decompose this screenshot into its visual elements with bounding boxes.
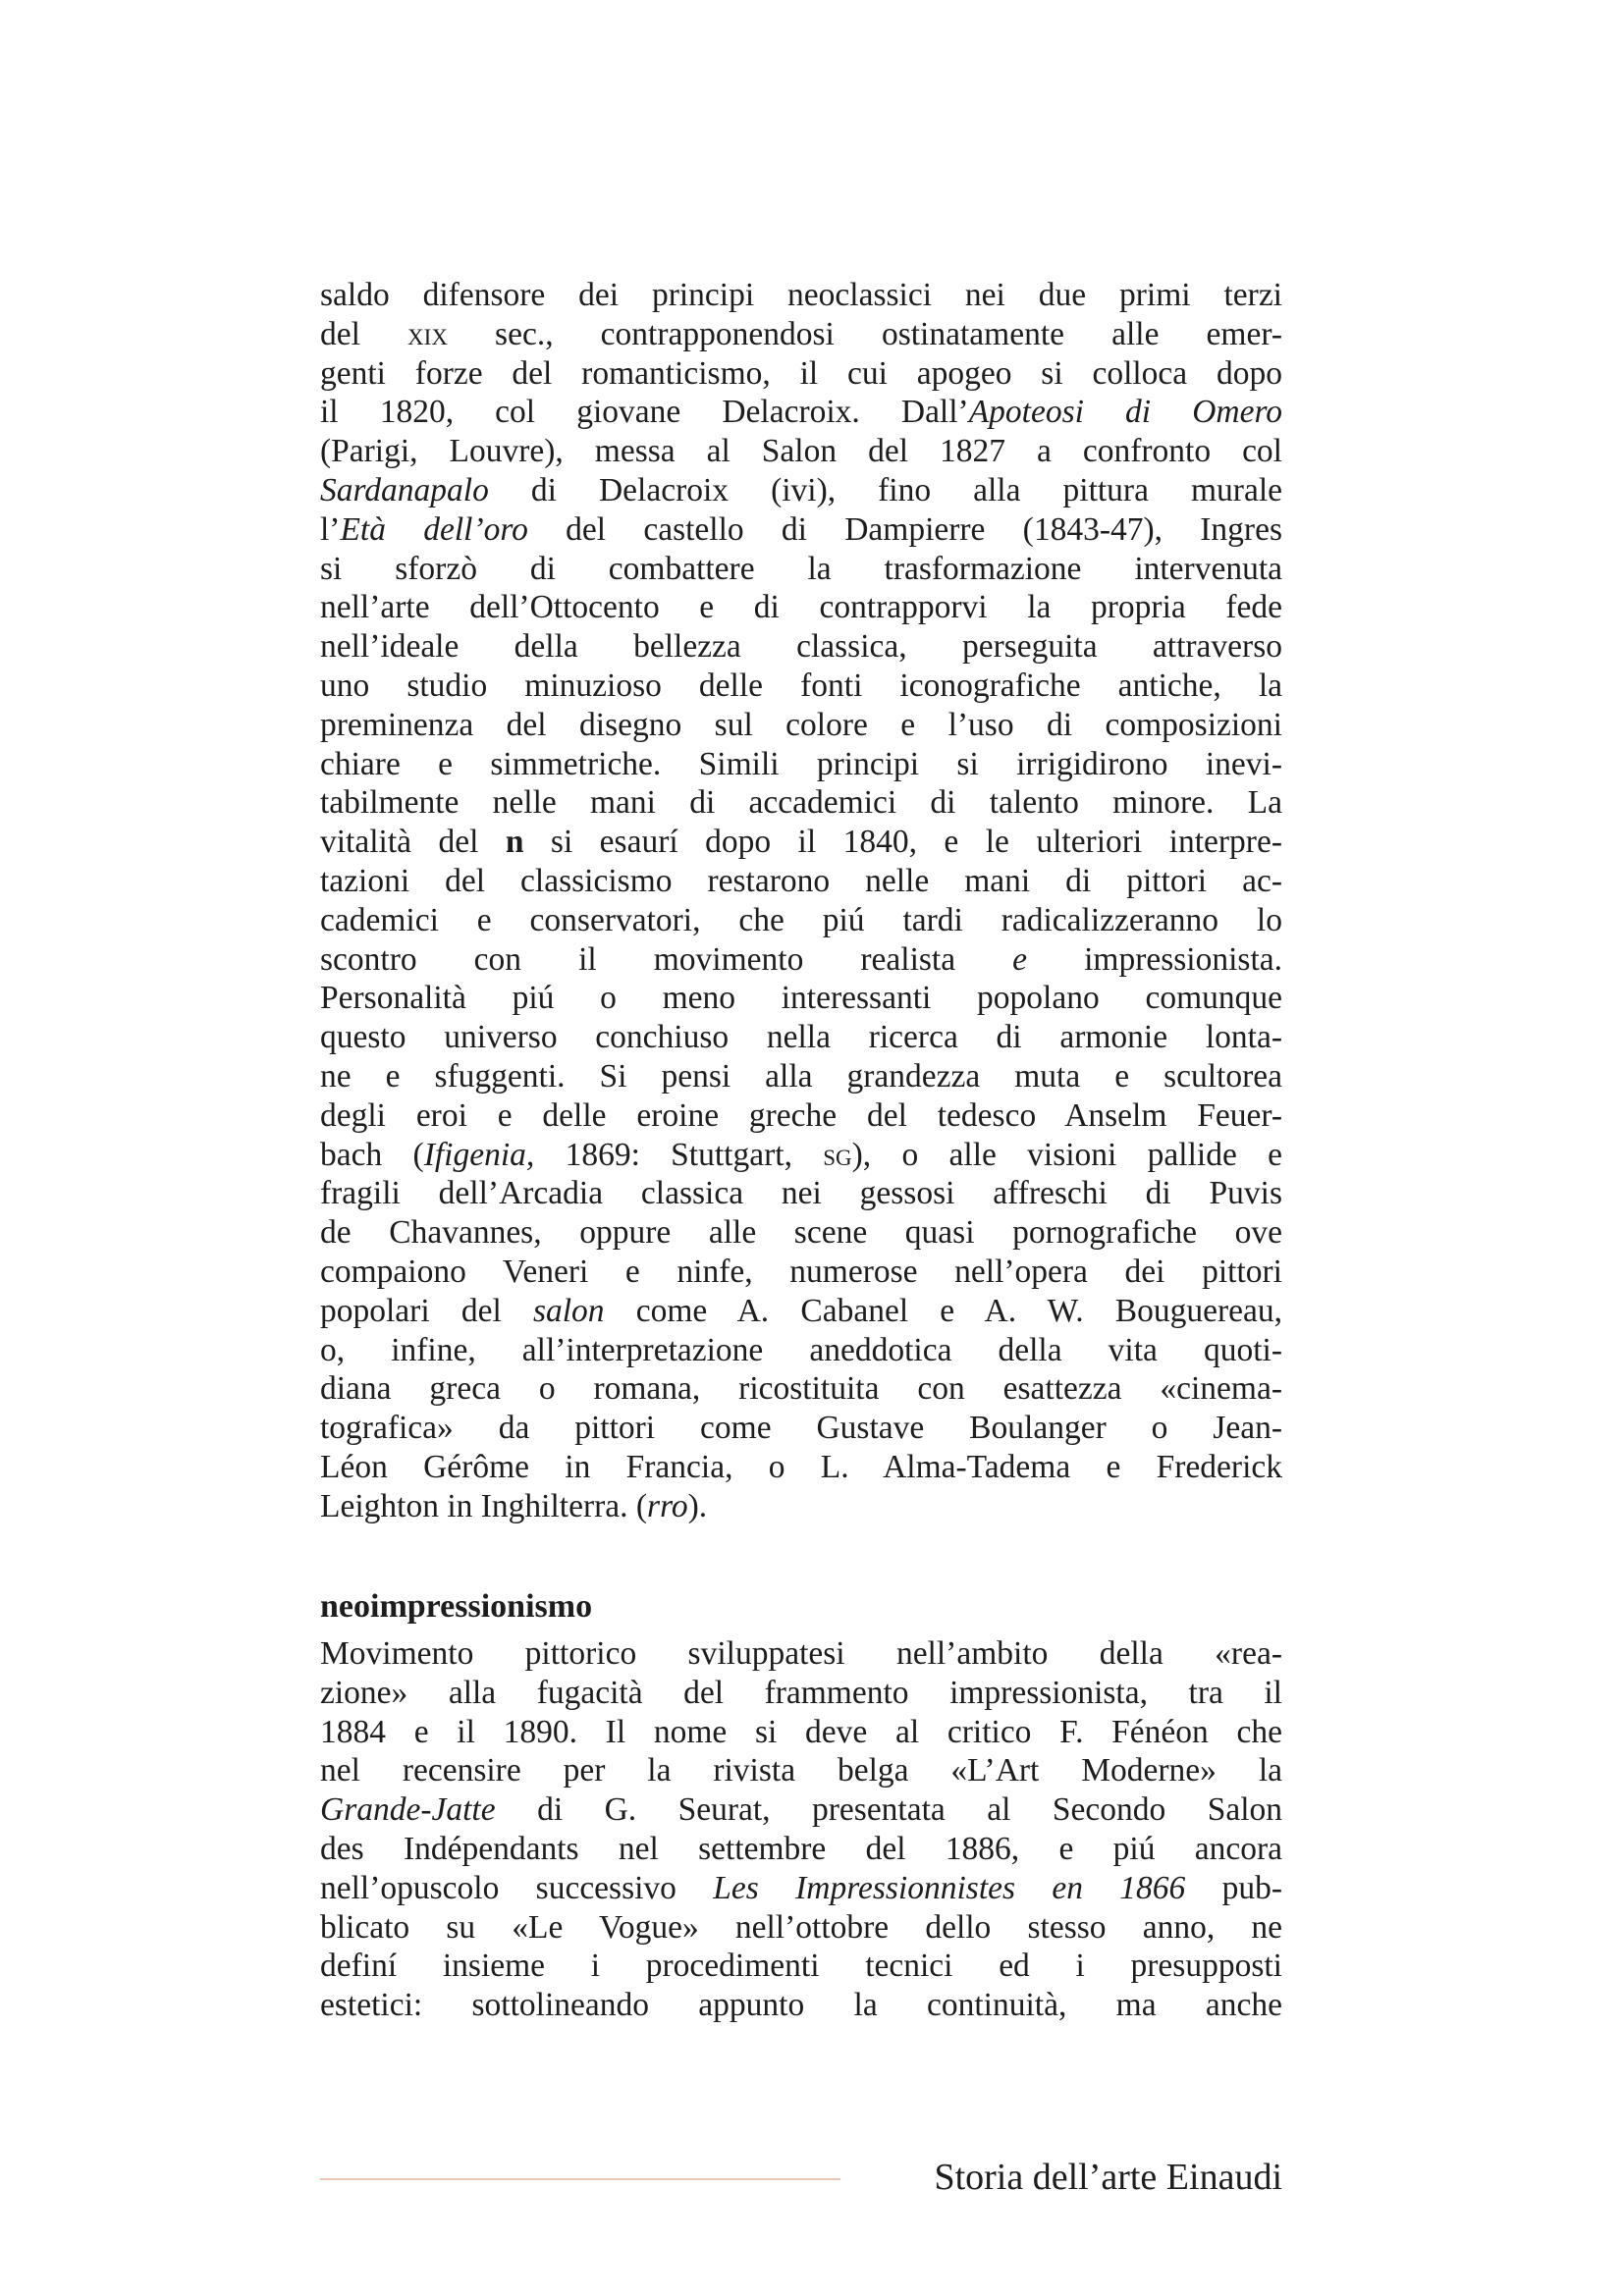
text-line: Leighton in Inghilterra. (rro). — [320, 1487, 708, 1524]
footer-rule — [320, 2178, 840, 2180]
text-line: compaiono Veneri e ninfe, numerose nell’opera dei pittori — [320, 1253, 1282, 1290]
text-line: 1884 e il 1890. Il nome si deve al critico F. Fénéon che — [320, 1713, 1282, 1750]
text-line: genti forze del romanticismo, il cui apogeo si colloca dopo — [320, 354, 1282, 392]
text-line: popolari del salon come A. Cabanel e A. W. Bouguereau, — [320, 1292, 1282, 1329]
text-line: blicato su «Le Vogue» nell’ottobre dello stesso anno, ne — [320, 1908, 1282, 1946]
text-line: nell’opuscolo successivo Les Impressionnistes en 1866 pub- — [320, 1869, 1282, 1906]
text-line: nell’ideale della bellezza classica, perseguita attraverso — [320, 628, 1282, 666]
text-line: Sardanapalo di Delacroix (ivi), fino alla pittura murale — [320, 471, 1282, 508]
text-line: questo universo conchiuso nella ricerca di armonie lonta- — [320, 1019, 1282, 1056]
text-line: Léon Gérôme in Francia, o L. Alma-Tadema e Frederick — [320, 1448, 1282, 1485]
text-line: scontro con il movimento realista e impressionista. — [320, 940, 1282, 978]
text-line: saldo difensore dei principi neoclassici nei due primi terzi — [320, 277, 1282, 313]
text-line: definí insieme i procedimenti tecnici ed i presupposti — [320, 1948, 1282, 1985]
text-line: Personalità piú o meno interessanti popolano comunque — [320, 980, 1282, 1017]
text-line: chiare e simmetriche. Simili principi si irrigidirono inevi- — [320, 745, 1282, 782]
text-line: nell’arte dell’Ottocento e di contrapporvi la propria fede — [320, 589, 1282, 626]
footer-title: Storia dell’arte Einaudi — [934, 2157, 1282, 2198]
text-line: o, infine, all’interpretazione aneddotica della vita quoti- — [320, 1331, 1282, 1368]
text-line: uno studio minuzioso delle fonti iconografiche antiche, la — [320, 667, 1282, 704]
text-line: del xix sec., contrapponendosi ostinatamente alle emer- — [320, 315, 1282, 352]
text-line: si sforzò di combattere la trasformazione intervenuta — [320, 550, 1282, 587]
text-line: tografica» da pittori come Gustave Boulanger o Jean- — [320, 1410, 1282, 1447]
text-line: fragili dell’Arcadia classica nei gessosi affreschi di Puvis — [320, 1175, 1282, 1212]
text-line: de Chavannes, oppure alle scene quasi pornografiche ove — [320, 1214, 1282, 1252]
text-line: Grande-Jatte di G. Seurat, presentata al Secondo Salon — [320, 1791, 1282, 1829]
text-line: il 1820, col giovane Delacroix. Dall’Apoteosi di Omero — [320, 394, 1282, 431]
text-line: tazioni del classicismo restarono nelle mani di pittori ac- — [320, 862, 1282, 899]
text-line: bach (Ifigenia, 1869: Stuttgart, sg), o alle visioni pallide e — [320, 1136, 1282, 1173]
text-line: degli eroi e delle eroine greche del tedesco Anselm Feuer- — [320, 1096, 1282, 1134]
text-line: estetici: sottolineando appunto la continuità, ma anche — [320, 1987, 1282, 2024]
text-line: ne e sfuggenti. Si pensi alla grandezza muta e scultorea — [320, 1057, 1282, 1095]
text-line: diana greca o romana, ricostituita con esattezza «cinema- — [320, 1370, 1282, 1408]
entry-heading: neoimpressionismo — [320, 1588, 593, 1625]
text-line: cademici e conservatori, che piú tardi radicalizzeranno lo — [320, 901, 1282, 938]
text-line: (Parigi, Louvre), messa al Salon del 1827 a confronto col — [320, 433, 1282, 470]
text-line: l’Età dell’oro del castello di Dampierre (1843-47), Ingres — [320, 510, 1282, 548]
text-line: zione» alla fugacità del frammento impressionista, tra il — [320, 1674, 1282, 1711]
entry-new-body — [320, 1634, 1282, 2025]
text-line: Movimento pittorico sviluppatesi nell’ambito della «rea- — [320, 1635, 1282, 1672]
entry-continued-body — [320, 276, 1282, 1526]
text-line: nel recensire per la rivista belga «L’Art Moderne» la — [320, 1752, 1282, 1789]
text-line: preminenza del disegno sul colore e l’uso di composizioni — [320, 706, 1282, 743]
text-line: tabilmente nelle mani di accademici di talento minore. La — [320, 784, 1282, 822]
text-line: vitalità del n si esaurí dopo il 1840, e le ulteriori interpre- — [320, 824, 1282, 861]
text-line: des Indépendants nel settembre del 1886, e piú ancora — [320, 1830, 1282, 1867]
